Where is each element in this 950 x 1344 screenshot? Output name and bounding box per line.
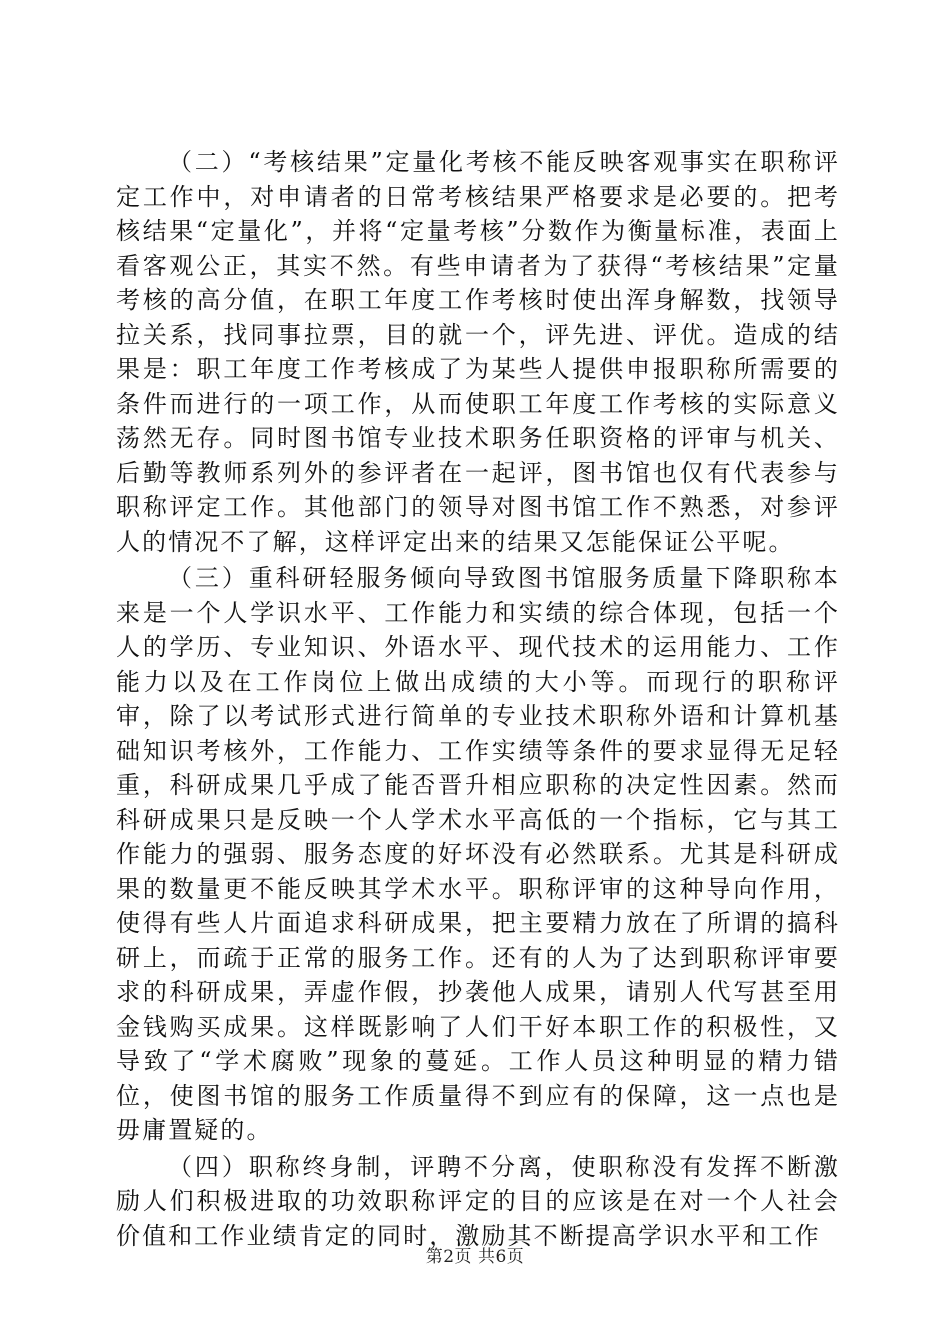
page-number-footer: 第2页 共6页 (425, 1247, 525, 1267)
paragraph-three: （三）重科研轻服务倾向导致图书馆服务质量下降职称本来是一个人学识水平、工作能力和实绩的综合体现，包括一个人的学历、专业知识、外语水平、现代技术的运用能力、工作能力以及在工作岗位上做出成绩的大小等。而现行的职称评审，除了以考试形式进行简单的专业技术职称外语和计算机基础知识考核外，工作能力、工作实绩等条件的要求显得无足轻重，科研成果几乎成了能否晋升相应职称的决定性因素。然而科研成果只是反映一个人学术水平高低的一个指标，它与其工作能力的强弱、服务态度的好坏没有必然联系。尤其是科研成果的数量更不能反映其学术水平。职称评审的这种导向作用，使得有些人片面追求科研成果，把主要精力放在了所谓的搞科研上，而疏于正常的服务工作。还有的人为了达到职称评审要求的科研成果，弄虚作假，抄袭他人成果，请别人代写甚至用金钱购买成果。这样既影响了人们干好本职工作的积极性，又导致了“学术腐败”现象的蔓延。工作人员这种明显的精力错位，使图书馆的服务工作质量得不到应有的保障，这一点也是毋庸置疑的。 (116, 564, 840, 1144)
document-body (116, 145, 840, 1253)
paragraph-two: （二）“考核结果”定量化考核不能反映客观事实在职称评定工作中，对申请者的日常考核结果严格要求是必要的。把考核结果“定量化”，并将“定量考核”分数作为衡量标准，表面上看客观公正，其实不然。有些申请者为了获得“考核结果”定量考核的高分值，在职工年度工作考核时使出浑身解数，找领导拉关系，找同事拉票，目的就一个，评先进、评优。造成的结果是：职工年度工作考核成了为某些人提供申报职称所需要的条件而进行的一项工作，从而使职工年度工作考核的实际意义荡然无存。同时图书馆专业技术职务任职资格的评审与机关、后勤等教师系列外的参评者在一起评，图书馆也仅有代表参与职称评定工作。其他部门的领导对图书馆工作不熟悉，对参评人的情况不了解，这样评定出来的结果又怎能保证公平呢。 (116, 148, 840, 556)
paragraph-four: （四）职称终身制，评聘不分离，使职称没有发挥不断激励人们积极进取的功效职称评定的目的应该是在对一个人社会价值和工作业绩肯定的同时，激励其不断提高学识水平和工作 (116, 1152, 840, 1250)
